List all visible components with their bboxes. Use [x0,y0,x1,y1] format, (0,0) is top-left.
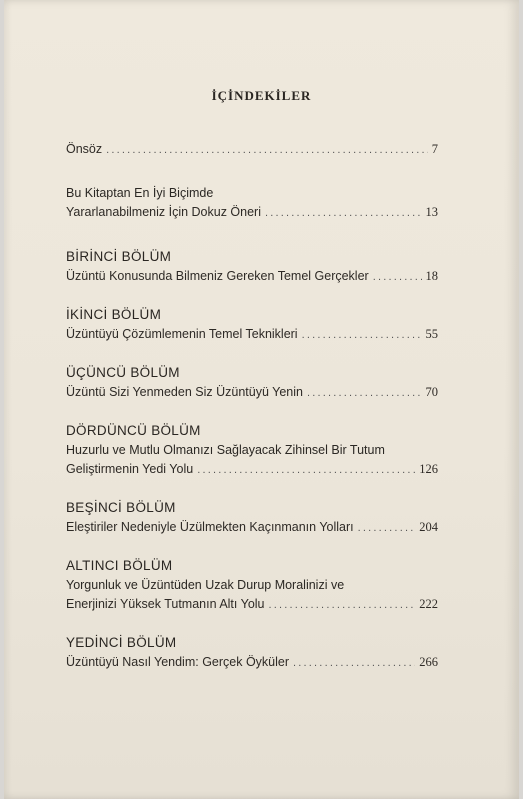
toc-entry-title: Eleştiriler Nedeniyle Üzülmekten Kaçınmanın Yolları [66,520,354,534]
toc-line [66,203,438,223]
page-number: 7 [431,142,438,156]
chapter-label: ÜÇÜNCÜ BÖLÜM [66,365,180,380]
toc-entry-title: Enerjinizi Yüksek Tutmanın Altı Yolu [66,597,265,611]
toc-entry-chapter-1 [66,249,438,287]
dot-leader [358,519,416,538]
toc-entry-chapter-3 [66,365,438,403]
chapter-label: ALTINCI BÖLÜM [66,558,173,573]
dot-leader [302,326,422,345]
toc-line [66,518,438,538]
toc-entry-title-line: Bu Kitaptan En İyi Biçimde [66,186,214,200]
dot-leader [293,654,415,673]
dot-leader [265,204,422,223]
chapter-label: DÖRDÜNCÜ BÖLÜM [66,423,201,438]
toc-entry-title: Üzüntü Sizi Yenmeden Siz Üzüntüyü Yenin [66,385,303,399]
toc-entry-title: Geliştirmenin Yedi Yolu [66,462,194,476]
dot-leader [269,596,416,615]
dot-leader [106,141,428,160]
toc-line [66,267,438,287]
chapter-label: BEŞİNCİ BÖLÜM [66,500,176,515]
toc-entry-chapter-5 [66,500,438,538]
page-number: 222 [419,597,438,611]
toc-line [66,595,438,615]
toc-entry-title: Üzüntü Konusunda Bilmeniz Gereken Temel Gerçekler [66,269,369,283]
table-of-contents [66,140,438,693]
toc-entry-title-line: Huzurlu ve Mutlu Olmanızı Sağlayacak Zihinsel Bir Tutum [66,443,385,457]
toc-entry-title: Üzüntüyü Çözümlemenin Temel Teknikleri [66,327,298,341]
toc-entry-title: Önsöz [66,142,103,156]
chapter-label: İKİNCİ BÖLÜM [66,307,162,322]
toc-entry-title: Üzüntüyü Nasıl Yendim: Gerçek Öyküler [66,655,290,669]
toc-entry-onsoz [66,140,438,160]
toc-entry-chapter-7 [66,635,438,673]
page-number: 13 [425,205,438,219]
toc-entry-title: Yararlanabilmeniz İçin Dokuz Öneri [66,205,261,219]
toc-line [66,325,438,345]
toc-entry-title-line: Yorgunluk ve Üzüntüden Uzak Durup Moralinizi ve [66,578,345,592]
toc-line [66,140,438,160]
book-page [4,0,519,799]
toc-entry-chapter-6 [66,558,438,615]
toc-entry-oneriler [66,184,438,223]
page-number: 18 [425,269,438,283]
chapter-label: BİRİNCİ BÖLÜM [66,249,172,264]
dot-leader [373,268,422,287]
page-number: 55 [425,327,438,341]
page-number: 70 [425,385,438,399]
page-number: 266 [419,655,438,669]
dot-leader [307,384,422,403]
toc-line [66,653,438,673]
toc-entry-chapter-4 [66,423,438,480]
page-number: 126 [419,462,438,476]
toc-line [66,460,438,480]
dot-leader [197,461,415,480]
toc-entry-chapter-2 [66,307,438,345]
toc-line [66,383,438,403]
toc-heading: İÇİNDEKİLER [211,88,312,103]
chapter-label: YEDİNCİ BÖLÜM [66,635,177,650]
page-number: 204 [419,520,438,534]
